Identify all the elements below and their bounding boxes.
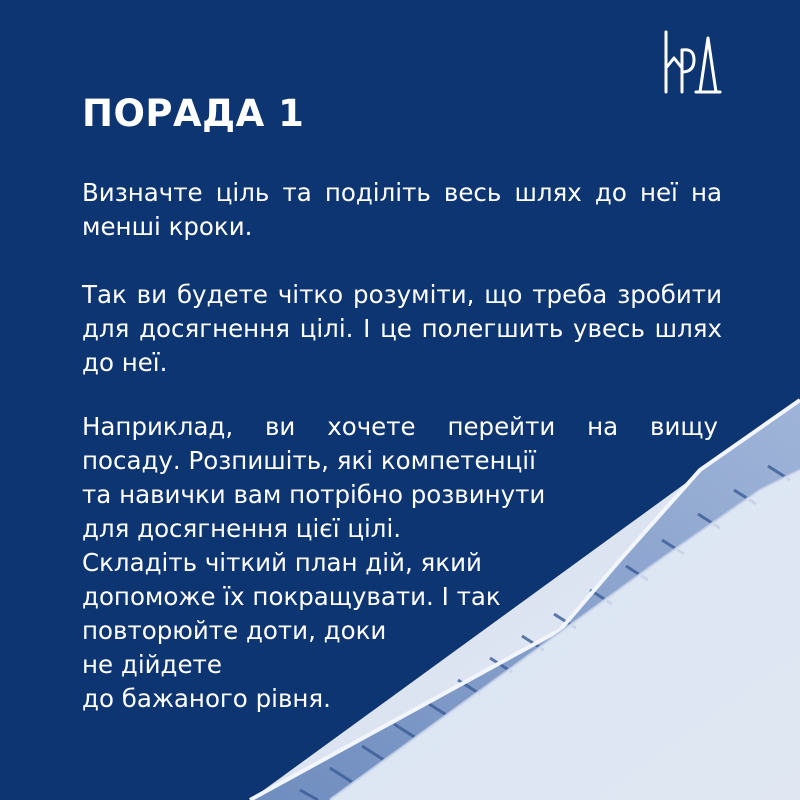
paragraph-3-line: для досягнення цієї цілі. — [82, 514, 402, 543]
paragraph-3-line: та навички вам потрібно розвинути — [82, 480, 546, 509]
paragraph-3-line: допоможе їх покращувати. І так — [82, 582, 501, 611]
paragraph-3-line: до бажаного рівня. — [82, 684, 331, 713]
trident-mpa-logo-icon — [660, 28, 722, 96]
paragraph-3-line: повторюйте доти, доки — [82, 616, 387, 645]
page-title: ПОРАДА 1 — [82, 92, 305, 135]
paragraph-3 — [82, 410, 722, 716]
paragraph-3-line: посаду. Розпишіть, які компетенції — [82, 446, 536, 475]
paragraph-3-line: не дійдете — [82, 650, 222, 679]
paragraph-2: Так ви будете чітко розуміти, що треба зробити для досягнення цілі. І це полегшить увесь шлях до неї. — [82, 280, 722, 377]
paragraph-1: Визначте ціль та поділіть весь шлях до неї на менші кроки. — [82, 178, 722, 241]
paragraph-3-line: Складіть чіткий план дій, який — [82, 548, 482, 577]
paragraph-3-line: Наприклад, ви хочете перейти на вищу — [82, 412, 718, 441]
